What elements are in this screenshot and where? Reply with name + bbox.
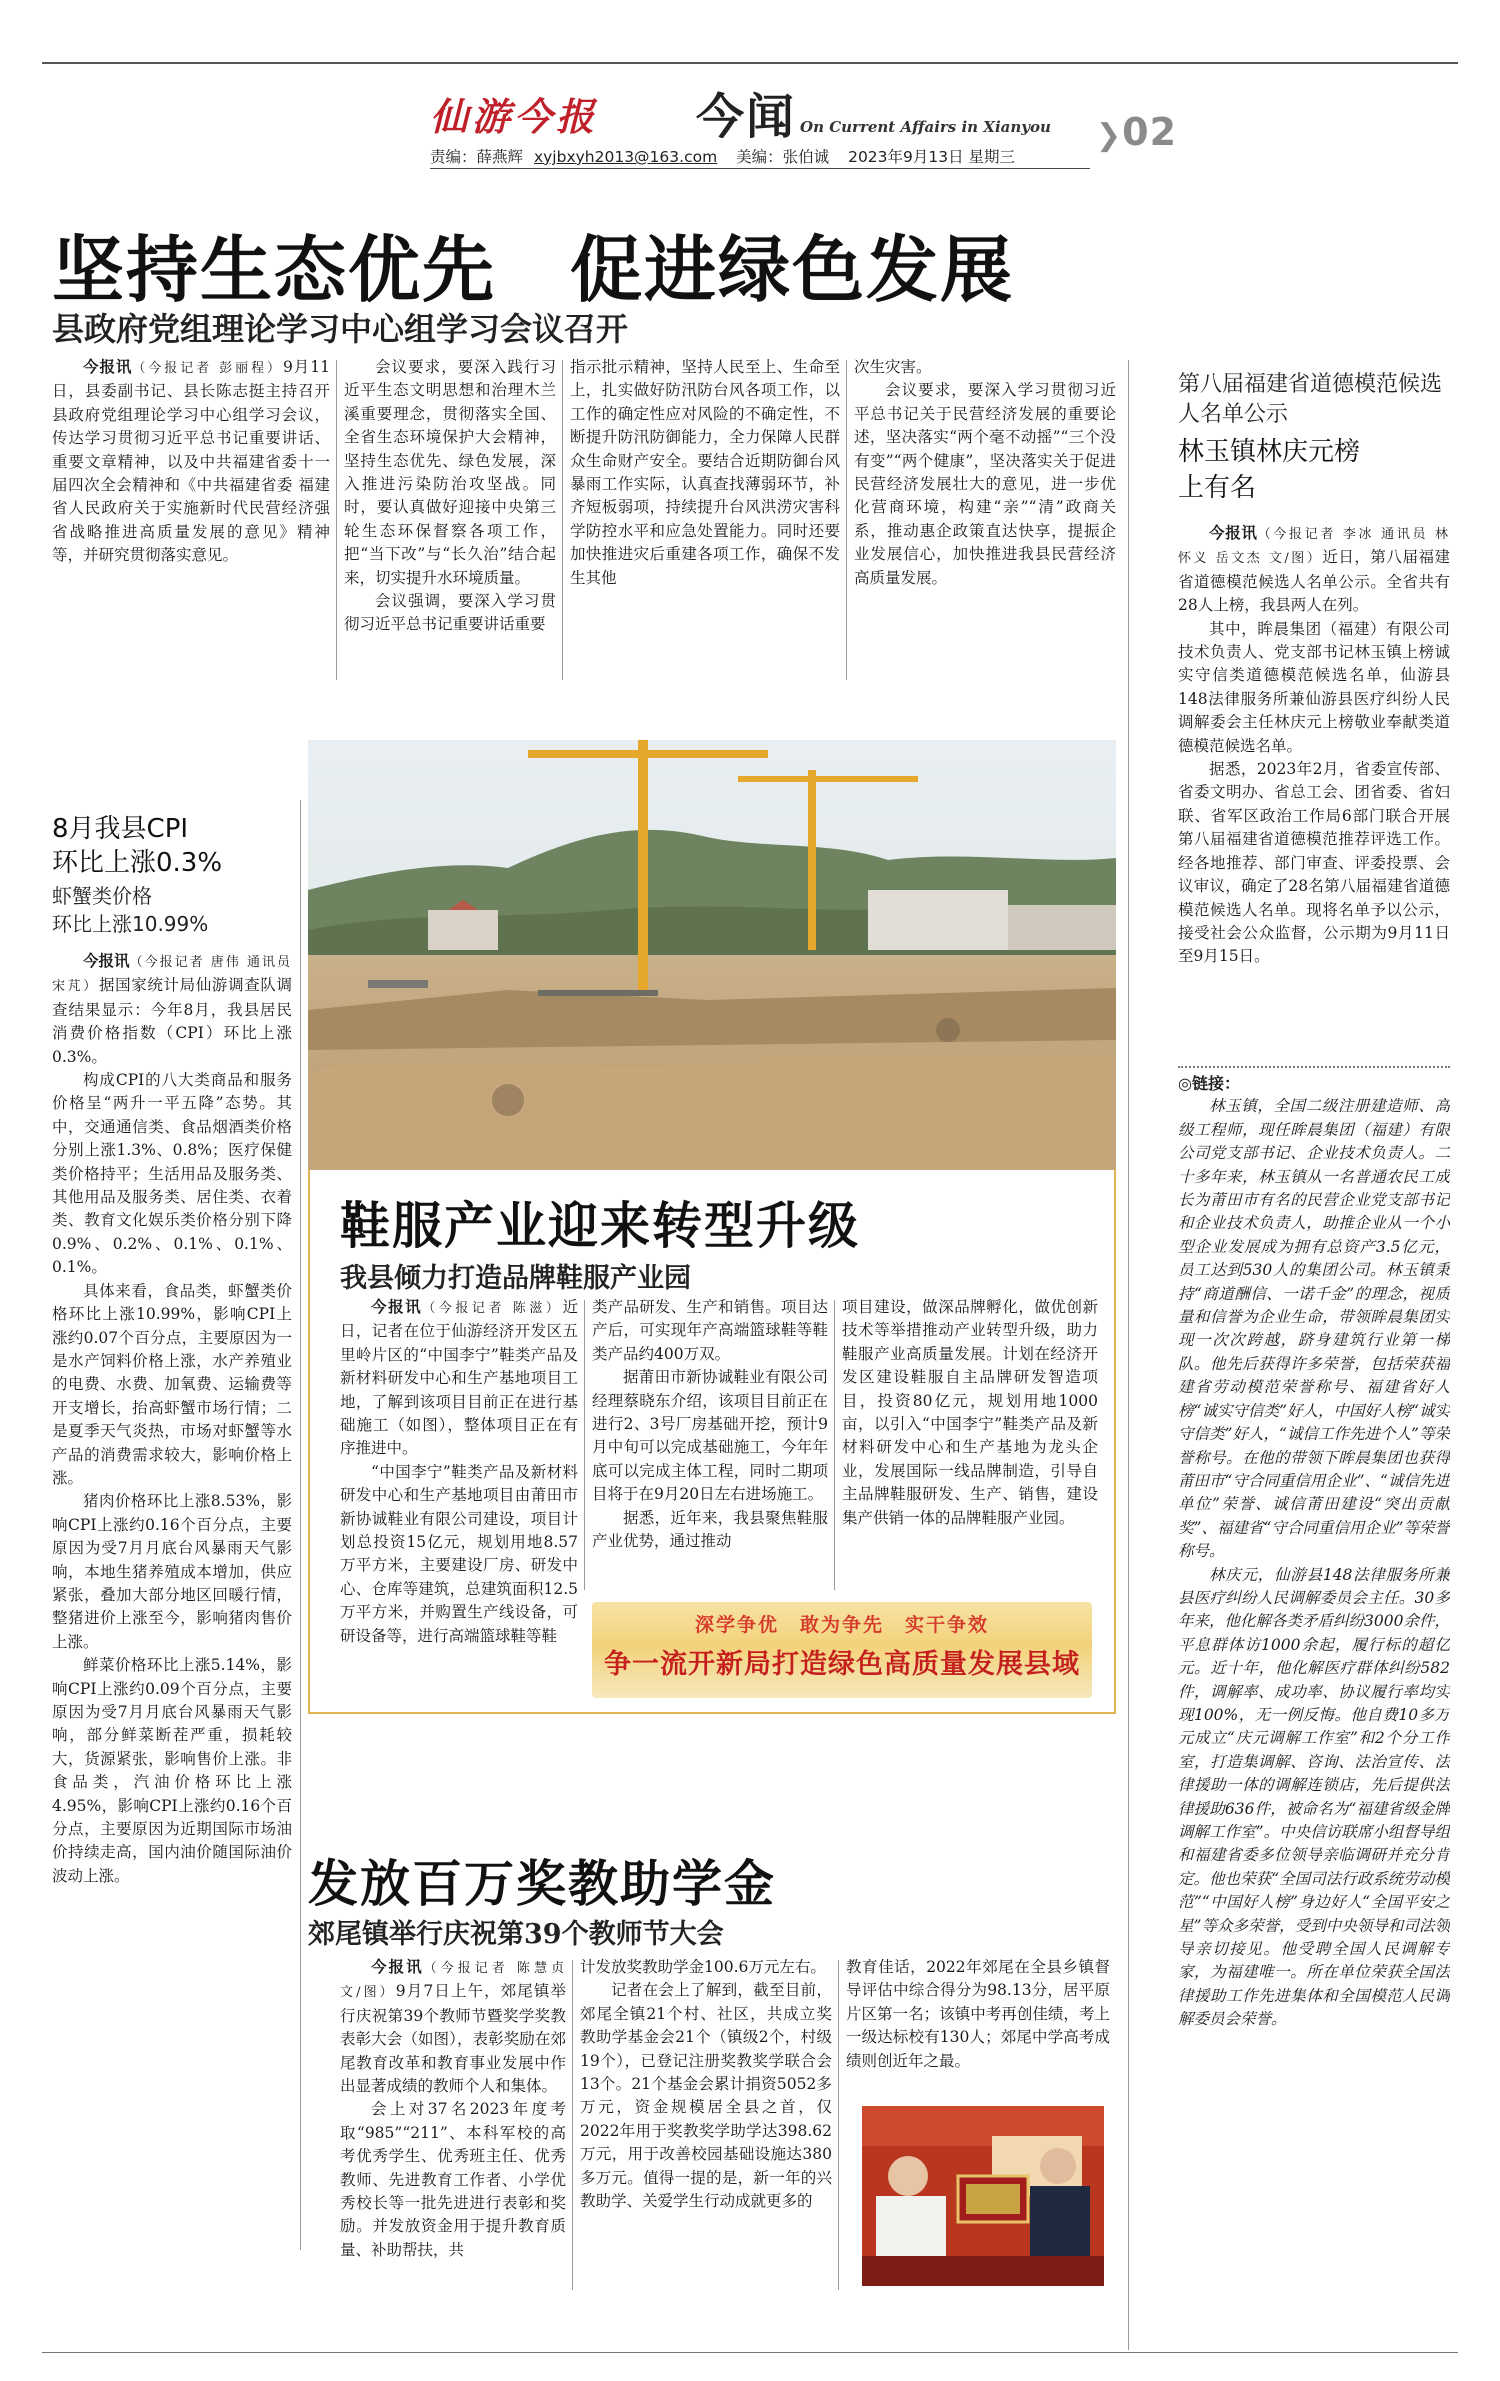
col-divider: [834, 1300, 835, 1590]
slogan-line-2: 争一流开新局打造绿色高质量发展县域: [604, 1649, 1080, 1680]
edu-headline: 发放百万奖教助学金: [308, 1855, 776, 1913]
main-lead: 今报讯: [83, 358, 133, 376]
right-body: [1178, 522, 1450, 1042]
shoes-col1b-text: “中国李宁”鞋类产品及新材料研发中心和生产基地项目由莆田市新协诚鞋业有限公司建设，项目计划总投资15亿元，规划用地8.57万平方米，主要建设厂房、研发中心、仓库等建筑，总建筑面积12.5万平方米，并购置生产线设备，可研设备等，进行高端篮球鞋等鞋: [340, 1462, 578, 1645]
page-number: ❯02: [1096, 110, 1178, 154]
col-divider: [838, 1960, 839, 2290]
right-p1: 近日，第八届福建省道德模范候选人名单公示。全省共有28人上榜，我县两人在列。: [1178, 548, 1450, 615]
col-divider: [562, 360, 563, 680]
cpi-sub-1: 虾蟹类价格: [52, 884, 152, 908]
section-title: 今闻: [696, 89, 797, 145]
bio-lin-qingyuan: 林庆元，仙游县148法律服务所兼县医疗纠纷人民调解委员会主任。30多年来，他化解各类矛盾纠纷3000余件，平息群体访1000余起，履行标的超亿元。近十年，他化解医疗群体纠纷582件，调解率、成功率、协议履行率均实现100%，无一例反悔。他自费10多万元成立“庆元调解工作室”和2个分工作室，打造集调解、咨询、法治宣传、法律援助一体的调解连锁店，先后提供法律援助636件，被命名为“福建省级金牌调解工作室”。中央信访联席小组督导组和福建省委多位领导亲临调研并充分肯定。他也荣获“全国司法行政系统劳动模范”“中国好人榜”身边好人“全国平安之星”等众多荣誉，受到中央领导和司法领导亲切接见。他受聘全国人民调解专家，为福建唯一。所在单位荣获全国法律援助工作先进集体和全国模范人民调解委员会荣誉。: [1178, 1565, 1450, 2029]
shoes-subhead: 我县倾力打造品牌鞋服产业园: [340, 1263, 691, 1294]
col-divider: [846, 360, 847, 680]
right-p2: 其中，眸晨集团（福建）有限公司技术负责人、党支部书记林玉镇上榜诚实守信类道德模范候选名单，仙游县148法律服务所兼仙游县医疗纠纷人民调解委会主任林庆元上榜敬业奉献类道德模范候选名单。: [1178, 619, 1450, 755]
slogan-line-1: 深学争优 敢为争先 实干争效: [694, 1614, 989, 1636]
edu-col3a-text: 教育佳话，2022年郊尾在全县乡镇督导评估中综合得分为98.13分，居平原片区第一名；该镇中考再创佳绩，考上一级达标校有130人；郊尾中学高考成绩则创近年之最。: [846, 1958, 1110, 2070]
cpi-p1: 据国家统计局仙游调查队调查结果显示：今年8月，我县居民消费价格指数（CPI）环比上涨0.3%。: [52, 976, 292, 1066]
shoes-col3a-text: 项目建设，做深品牌孵化，做优创新技术等举措推动产业转型升级，助力鞋服产业高质量发展。计划在经济开发区建设鞋服自主品牌研发智造项目，投资80亿元，规划用地1000亩，以引入“中国李宁”鞋类产品及新材料研发中心和生产基地为龙头企业，发展国际一线品牌制造，引导自主品牌鞋服研发、生产、销售，建设集产供销一体的品牌鞋服产业园。: [842, 1298, 1098, 1527]
headline-main: 坚持生态优先 促进绿色发展: [52, 228, 1015, 312]
shoes-col-1: [340, 1296, 578, 1706]
designer-label: 美编：张伯诚: [736, 148, 830, 166]
main-col2b-text: 会议强调，要深入学习贯彻习近平总书记重要讲话重要: [344, 592, 556, 634]
cpi-p3: 具体来看，食品类，虾蟹类价格环比上涨10.99%，影响CPI上涨约0.07个百分点，主要原因为一是水产饲料价格上涨，水产养殖业的电费、水费、加氧费、运输费等开支增长，抬高虾蟹市场行情；二是夏季天气炎热，市场对虾蟹等水产品的消费需求较大，影响价格上涨。: [52, 1281, 292, 1487]
cpi-headline-2: 环比上涨0.3%: [52, 848, 223, 878]
shoes-col-2: [592, 1296, 828, 1596]
cpi-p2: 构成CPI的八大类商品和服务价格呈“两升一平五降”态势。其中，交通通信类、食品烟酒类价格分别上涨1.3%、0.8%；医疗保健类价格持平；生活用品及服务类、其他用品及服务类、居住类、衣着类、教育文化娱乐类价格分别下降0.9%、0.2%、0.1%、0.1%、0.1%。: [52, 1071, 292, 1277]
link-divider: [1178, 1066, 1450, 1068]
shoes-lead: 今报讯: [371, 1298, 423, 1316]
cpi-p4: 猪肉价格环比上涨8.53%，影响CPI上涨约0.16个百分点，主要原因为受7月月底台风暴雨天气影响，本地生猪养殖成本增加，供应紧张，叠加大部分地区回暖行情，整猪进价上涨至今，影响猪肉售价上涨。: [52, 1492, 292, 1651]
section-title-en: On Current Affairs in Xianyou: [800, 118, 1051, 136]
issue-date: 2023年9月13日 星期三: [848, 148, 1016, 166]
main-col2a-text: 会议要求，要深入践行习近平生态文明思想和治理木兰溪重要理念，贯彻落实全国、全省生态环境保护大会精神，坚持生态优先、绿色发展，深入推进污染防治攻坚战。同时，要认真做好迎接中央第三轮生态环保督察各项工作，把“当下改”与“长久治”结合起来，切实提升水环境质量。: [344, 358, 556, 587]
edu-col-3: [846, 1956, 1110, 2096]
main-col4a-text: 次生灾害。: [854, 358, 932, 376]
subhead-main: 县政府党组理论学习中心组学习会议召开: [52, 310, 629, 348]
right-byline: （今报记者 李冰 通讯员 林怀义 岳文杰 文/图）: [1178, 527, 1450, 567]
shoes-col-3: [842, 1296, 1098, 1596]
main-col1-text: 9月11日，县委副书记、县长陈志挺主持召开县政府党组理论学习中心组学习会议，传达学习贯彻习近平总书记重要讲话、重要文章精神，以及中共福建省委十一届四次全会精神和《中共福建省委 福建省人民政府关于实施新时代民营经济强省战略推进高质量发展的意见》精神等，并研究贯彻落实意见。: [52, 358, 330, 565]
edu-byline: （今报记者 陈慧贞 文/图）: [340, 1961, 566, 2001]
masthead-logo: 仙游今报: [430, 94, 599, 139]
col-divider: [584, 1300, 585, 1590]
chevron-right-icon: ❯: [1096, 118, 1123, 153]
right-kicker: 第八届福建省道德模范候选人名单公示: [1178, 372, 1443, 427]
right-lead: 今报讯: [1209, 524, 1258, 542]
editor-email[interactable]: xyjbxyh2013@163.com: [533, 148, 718, 166]
header-rule: [430, 168, 1090, 169]
col-divider: [572, 1960, 573, 2290]
bottom-border: [42, 2352, 1458, 2353]
edu-lead: 今报讯: [371, 1958, 424, 1976]
edu-col1a-text: 9月7日上午，郊尾镇举行庆祝第39个教师节暨奖学奖教表彰大会（如图），表彰奖励在郊尾教育改革和教育事业发展中作出显著成绩的教师个人和集体。: [340, 1982, 566, 2096]
cpi-sub-2: 环比上涨10.99%: [52, 912, 209, 936]
slogan-banner: [592, 1602, 1092, 1698]
cpi-body: [52, 950, 292, 2250]
editor-label: 责编：薛燕辉: [430, 148, 524, 166]
main-col-2: [344, 356, 556, 686]
top-border: [42, 62, 1458, 64]
shoes-col2b-text: 据莆田市新协诚鞋业有限公司经理蔡晓东介绍，该项目目前正在进行2、3号厂房基础开挖，预计9月中旬可以完成基础施工，今年年底可以完成主体工程，同时二期项目将于在9月20日左右进场施工。: [592, 1368, 828, 1504]
shoes-headline: 鞋服产业迎来转型升级: [340, 1197, 860, 1255]
left-column-divider: [300, 800, 301, 2250]
shoes-byline: （今报记者 陈滋）: [422, 1301, 563, 1316]
link-label: ◎链接：: [1178, 1074, 1240, 1093]
construction-site-photo: [308, 740, 1116, 1170]
main-col-3: [570, 356, 840, 686]
edu-col-2: [580, 1956, 832, 2296]
right-column-divider: [1128, 360, 1129, 2350]
shoes-col2c-text: 据悉，近年来，我县聚焦鞋服产业优势，通过推动: [592, 1508, 828, 1551]
shoes-col1a-text: 近日，记者在位于仙游经济开发区五里岭片区的“中国李宁”鞋类产品及新材料研发中心和生产基地项目工地，了解到该项目目前正在进行基础施工（如图），整体项目正在有序推进中。: [340, 1298, 578, 1458]
edu-col2a-text: 计发放奖教助学金100.6万元左右。: [580, 1958, 826, 1976]
construction-site-image: [308, 740, 1116, 1170]
main-col4b-text: 会议要求，要深入学习贯彻习近平总书记关于民营经济发展的重要论述，坚决落实“两个毫不动摇”“三个没有变”“两个健康”，坚决落实关于促进民营经济发展壮大的意见，进一步优化营商环境，构建“亲”“清”政商关系，推动惠企政策直达快享，提振企业发展信心，加快推进我县民营经济高质量发展。: [854, 381, 1116, 587]
shoes-col2a-text: 类产品研发、生产和销售。项目达产后，可实现年产高端篮球鞋等鞋类产品约400万双。: [592, 1298, 828, 1363]
main-col-1: [52, 356, 330, 686]
right-headline: 林玉镇林庆元榜上有名: [1178, 437, 1361, 503]
main-byline: （今报记者 彭丽程）: [132, 361, 283, 376]
ceremony-image: [862, 2106, 1104, 2286]
ceremony-photo: [862, 2106, 1104, 2286]
cpi-p5: 鲜菜价格环比上涨5.14%，影响CPI上涨约0.09个百分点，主要原因为受7月月底台风暴雨天气影响，部分鲜菜断茬严重，损耗较大，货源紧张，影响售价上涨。非食品类，汽油价格环比上涨4.95%，影响CPI上涨约0.16个百分点，主要原因为近期国际市场油价持续走高，国内油价随国际油价波动上涨。: [52, 1656, 292, 1885]
edu-col-1: [340, 1956, 566, 2296]
main-col-4: [854, 356, 1116, 686]
col-divider: [336, 360, 337, 680]
bio-lin-yuzhen: 林玉镇，全国二级注册建造师、高级工程师，现任眸晨集团（福建）有限公司党支部书记、企业技术负责人。二十多年来，林玉镇从一名普通农民工成长为莆田市有名的民营企业党支部书记和企业技术负责人，助推企业从一个小型企业发展成为拥有总资产3.5亿元，员工达到530人的集团公司。林玉镇秉持“商道酬信、一诺千金”的理念，视质量和信誉为企业生命，带领眸晨集团实现一次次跨越，跻身建筑行业第一梯队。他先后获得许多荣誉，包括荣获福建省劳动模范荣誉称号、福建省好人榜“诚实守信类”好人，中国好人榜“诚实守信类”好人，“诚信工作先进个人”等荣誉称号。在他的带领下眸晨集团也获得莆田市“守合同重信用企业”、“诚信先进单位”荣誉、诚信莆田建设“突出贡献奖”、福建省“守合同重信用企业”等荣誉称号。: [1178, 1097, 1450, 1561]
header-meta: [430, 145, 1015, 167]
cpi-lead: 今报讯: [83, 952, 130, 970]
cpi-headline-1: 8月我县CPI: [52, 814, 189, 844]
edu-col1b-text: 会上对37名2023年度考取“985”“211”、本科军校的高考优秀学生、优秀班主任、优秀教师、先进教育工作者、小学优秀校长等一批先进进行表彰和奖励。并发放资金用于提升教育质量、补助帮扶，共: [340, 2100, 566, 2259]
main-col3-text: 指示批示精神，坚持人民至上、生命至上，扎实做好防汛防台风各项工作，以工作的确定性应对风险的不确定性，不断提升防汛防御能力，全力保障人民群众生命财产安全。要结合近期防御台风暴雨工作实际，认真查找薄弱环节，补齐短板弱项，持续提升台风洪涝灾害科学防控水平和应急处置能力。同时还要加快推进灾后重建各项工作，确保不发生其他: [570, 358, 840, 587]
edu-subhead: 郊尾镇举行庆祝第39个教师节大会: [308, 1919, 724, 1950]
right-link-box: [1178, 1072, 1450, 2352]
right-p3: 据悉，2023年2月，省委宣传部、省委文明办、省总工会、团省委、省妇联、省军区政治工作局6部门联合开展第八届福建省道德模范推荐评选工作。经各地推荐、部门审查、评委投票、会议审议，确定了28名第八届福建省道德模范候选人名单。现将名单予以公示，接受社会公众监督，公示期为9月11日至9月15日。: [1178, 760, 1450, 966]
cpi-byline: （今报记者 唐伟 通讯员 宋芃）: [52, 955, 292, 995]
edu-col2b-text: 记者在会上了解到，截至目前，郊尾全镇21个村、社区，共成立奖教助学基金会21个（镇级2个，村级19个），已登记注册奖教奖学联合会13个。21个基金会累计捐资5052多万元，资金规模居全县之首，仅2022年用于奖教奖学助学达398.62万元，用于改善校园基础设施达380多万元。值得一提的是，新一年的兴教助学、关爱学生行动成就更多的: [580, 1981, 832, 2211]
